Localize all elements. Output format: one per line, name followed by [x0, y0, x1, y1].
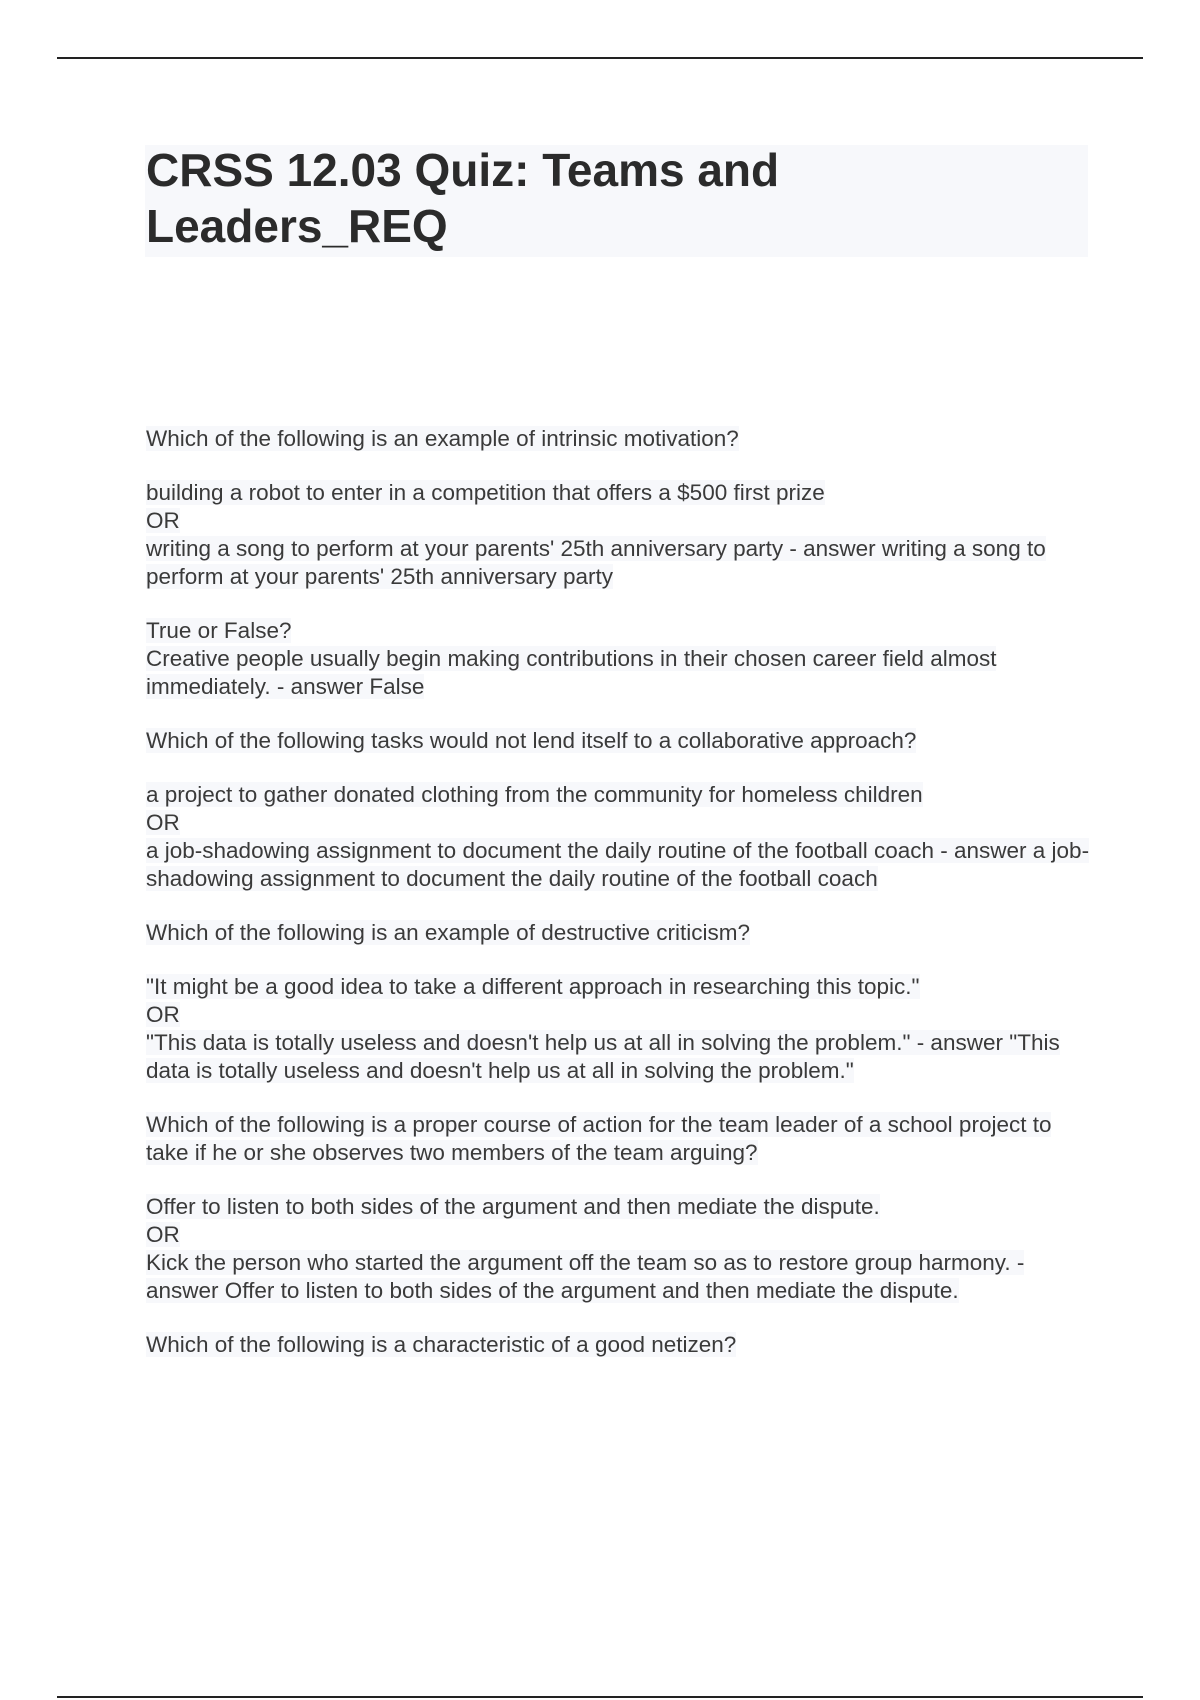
quiz-content: [146, 425, 1096, 1385]
paragraph-text: Which of the following is an example of intrinsic motivation?: [146, 426, 739, 451]
paragraph-text: Which of the following is a proper course of action for the team leader of a school project to take if he or she observes two members of the team arguing?: [146, 1112, 1052, 1165]
paragraph-text: "It might be a good idea to take a different approach in researching this topic." OR "This data is totally useless and doesn't help us at all in solving the problem." - answer "This data is totally useless and doesn't help us at all in solving the problem.": [146, 974, 1060, 1083]
answer-destructive-criticism: [146, 973, 1096, 1085]
paragraph-text: Which of the following is an example of destructive criticism?: [146, 920, 750, 945]
answer-intrinsic-motivation: [146, 479, 1096, 591]
bottom-rule: [57, 1696, 1143, 1698]
answer-collaborative-approach: [146, 781, 1096, 893]
question-team-leader-action: [146, 1111, 1096, 1167]
question-collaborative-approach: [146, 727, 1096, 755]
paragraph-text: building a robot to enter in a competition that offers a $500 first prize OR writing a song to perform at your parents' 25th anniversary party - answer writing a song to perform at your parents' 25th anniversary party: [146, 480, 1046, 589]
question-intrinsic-motivation: [146, 425, 1096, 453]
question-good-netizen: [146, 1331, 1096, 1359]
paragraph-text: Which of the following is a characteristic of a good netizen?: [146, 1332, 737, 1357]
question-destructive-criticism: [146, 919, 1096, 947]
paragraph-text: Offer to listen to both sides of the argument and then mediate the dispute. OR Kick the person who started the argument off the team so as to restore group harmony. - answer Offer to listen to both sides of the argument and then mediate the dispute.: [146, 1194, 1025, 1303]
paragraph-text: True or False? Creative people usually begin making contributions in their chosen career field almost immediately. - answer False: [146, 618, 997, 699]
top-rule: [57, 57, 1143, 59]
question-true-false-creative: [146, 617, 1096, 701]
answer-team-leader-action: [146, 1193, 1096, 1305]
page-title: CRSS 12.03 Quiz: Teams and Leaders_REQ: [146, 144, 780, 252]
paragraph-text: Which of the following tasks would not lend itself to a collaborative approach?: [146, 728, 917, 753]
paragraph-text: a project to gather donated clothing from the community for homeless children OR a job-shadowing assignment to document the daily routine of the football coach - answer a job-shadowing assignment to document the daily routine of the football coach: [146, 782, 1090, 891]
